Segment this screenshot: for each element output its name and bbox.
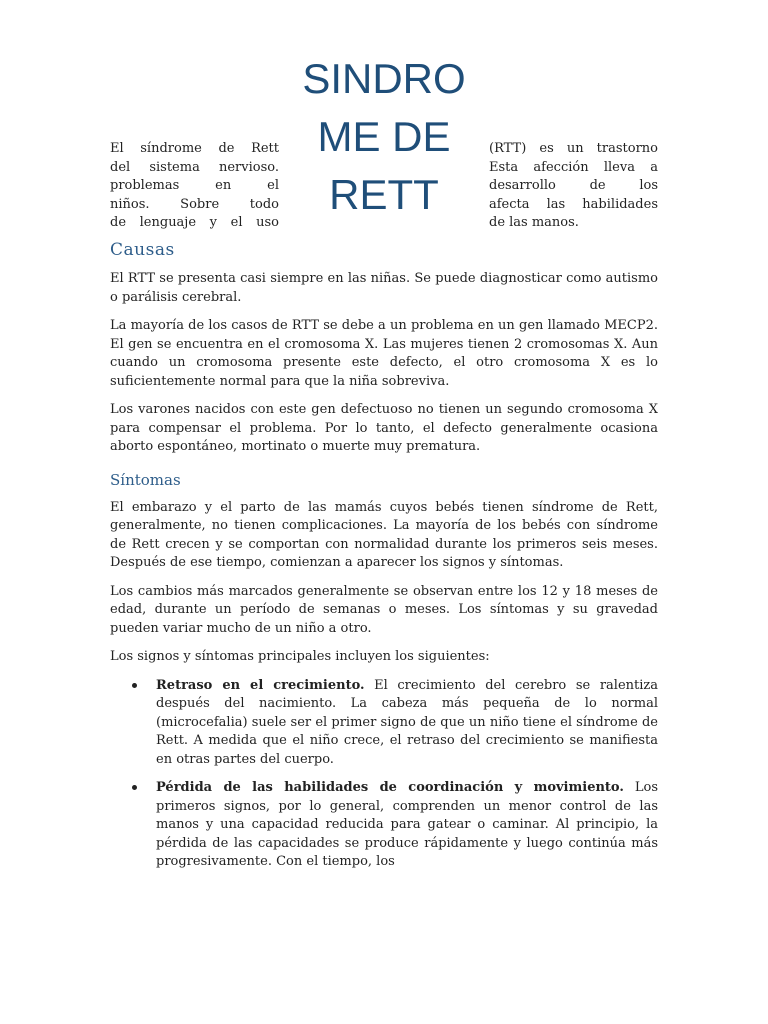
intro-left-line: El síndrome de Rett — [110, 141, 279, 156]
intro-left-line: niños. Sobre todo — [110, 196, 279, 212]
intro-right-line: desarrollo de los — [489, 178, 658, 193]
intro-right-column — [489, 140, 658, 233]
list-item-text: El crecimiento del cerebro se ralentiza después del nacimiento. La cabeza más pequeña de lo normal (microcefalia) suele ser el primer signo de que un niño tiene el síndrome de Rett. A medida que el niño crece, el retraso del crecimiento se manifiesta en otras partes del cuerpo. — [156, 677, 658, 767]
list-item-title: Retraso en el crecimiento. — [156, 677, 365, 693]
intro-right-line: afecta las habilidades — [489, 196, 658, 212]
section-heading-causas: Causas — [110, 240, 175, 260]
title-line: RETT — [329, 171, 439, 218]
title-line: ME DE — [317, 113, 451, 160]
paragraph: La mayoría de los casos de RTT se debe a un problema en un gen llamado MECP2. El gen se encuentra en el cromosoma X. Las mujeres tienen 2 cromosomas X. Aun cuando un cromosoma presente este defecto, el otro cromosoma X es lo suficientemente normal para que la niña sobreviva. — [110, 318, 658, 389]
paragraph: Los varones nacidos con este gen defectuoso no tienen un segundo cromosoma X para compensar el problema. Por lo tanto, el defecto generalmente ocasiona aborto espontáneo, mortinato o muerte muy prematura. — [110, 402, 658, 454]
list-item-text: Los primeros signos, por lo general, comprenden un menor control de las manos y una capacidad reducida para gatear o caminar. Al principio, la pérdida de las capacidades se produce rápidamente y luego continúa más progresivamente. Con el tiempo, los — [156, 780, 658, 869]
section-heading-sintomas: Síntomas — [110, 470, 181, 489]
title-line: SINDRO — [302, 55, 466, 102]
paragraph: Los cambios más marcados generalmente se observan entre los 12 y 18 meses de edad, durante un período de semanas o meses. Los síntomas y su gravedad pueden variar mucho de un niño a otro. — [110, 583, 658, 636]
bullet-icon — [132, 785, 137, 790]
intro-right-line: de las manos. — [489, 215, 579, 230]
intro-left-line: del sistema nervioso. — [110, 159, 279, 175]
intro-right-line: Esta afección lleva a — [489, 159, 658, 175]
intro-left-line: de lenguaje y el uso — [110, 215, 279, 230]
bullet-icon — [132, 683, 137, 688]
intro-right-line: (RTT) es un trastorno — [489, 141, 658, 156]
symptom-list — [110, 677, 658, 872]
paragraph: Los signos y síntomas principales incluyen los siguientes: — [110, 649, 490, 664]
page-title — [296, 50, 472, 224]
paragraph: El RTT se presenta casi siempre en las niñas. Se puede diagnosticar como autismo o parálisis cerebral. — [110, 271, 658, 305]
list-item-title: Pérdida de las habilidades de coordinación y movimiento. — [156, 780, 624, 795]
list-item — [110, 779, 658, 872]
intro-left-line: problemas en el — [110, 178, 279, 193]
intro-left-column — [110, 140, 279, 233]
paragraph: El embarazo y el parto de las mamás cuyos bebés tienen síndrome de Rett, generalmente, no tienen complicaciones. La mayoría de los bebés con síndrome de Rett crecen y se comportan con normalidad durante los primeros seis meses. Después de ese tiempo, comienzan a aparecer los signos y síntomas. — [110, 499, 658, 570]
main-content — [110, 240, 658, 882]
list-item — [110, 677, 658, 770]
